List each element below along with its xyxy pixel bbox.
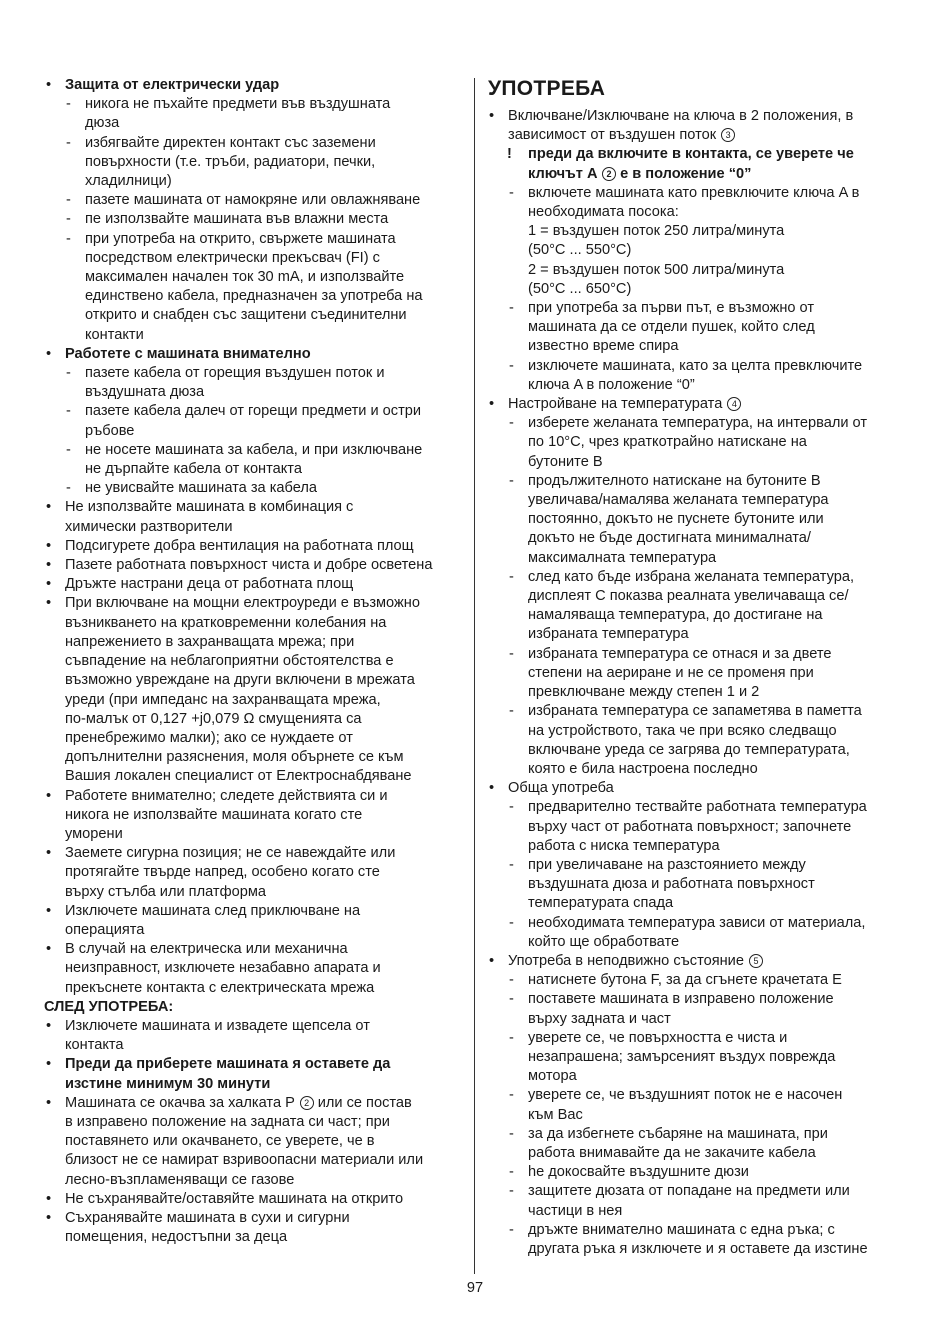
item-text: за да избегнете събаряне на машината, при работа внимавайте да не закачите кабела (528, 1125, 828, 1161)
dash-marker: - (509, 703, 514, 720)
bullet-marker: • (46, 1056, 52, 1073)
item-text: При включване на мощни електроуреди е възможно възникването на кратковременни колебания на напрежението в захранващата мрежа; при съвпадение на неблагоприятни обстоятелства е възможно увреждане на други включени в мрежата уреди (при импеданс на захранващата мрежа, по-малък от 0,127 +j0,079 Ω смущенията са пренебрежимо малки); ако се нуждаете от допълнителни разяснения, моля обърнете се към Вашия локален специалист от Електроснабдяване (65, 595, 420, 785)
list-item (44, 940, 464, 998)
item-text: при употреба на открито, свържете машината посредством електрически прекъсвач (FI) с максимален начален ток 30 mA, и използвайте единствено кабела, предназначен за употреба на открито и снабден със защитени съединителни контакти (85, 230, 423, 343)
item-text: пе използвайте машината във влажни места (85, 211, 389, 228)
item-text: предварително тествайте работната температура върху част от работната повърхност; започнете работа с ниска температура (528, 799, 867, 854)
item-text: Работете с машината внимателно (65, 345, 311, 362)
dash-marker: - (66, 134, 71, 151)
item-text: включете машината като превключите ключа A в необходимата посока: 1 = въздушен поток 250 литра/минута (50°C ... 550°C) 2 = въздушен поток 500 литра/минута (50°C ... 650°C) (528, 184, 860, 297)
item-text: Не използвайте машината в комбинация с химически разтворители (65, 499, 354, 535)
item-text: Употреба в неподвижно състояние (508, 952, 744, 969)
sub-list-item (487, 472, 907, 568)
sub-list-item (44, 230, 464, 345)
item-text: уверете се, че повърхността е чиста и незапрашена; замърсеният въздух поврежда мотора (528, 1029, 836, 1085)
item-text: не носете машината за кабела, и при изключване не дърпайте кабела от контакта (85, 441, 423, 478)
dash-marker: - (509, 415, 514, 432)
bullet-marker: • (46, 1017, 52, 1034)
bullet-marker: • (46, 77, 52, 93)
list-item (487, 395, 907, 414)
list-item (44, 1017, 464, 1055)
dash-marker: - (509, 1087, 514, 1104)
item-text: натиснете бутона F, за да сгънете крачетата E (528, 972, 842, 989)
dash-marker: - (509, 357, 514, 374)
dash-marker: - (66, 403, 71, 420)
bullet-marker: • (489, 952, 495, 969)
section-heading-usage: УПОТРЕБА (488, 77, 606, 100)
list-item (487, 779, 907, 798)
dash-marker: - (509, 1125, 514, 1142)
item-text: пазете кабела далеч от горещи предмети и остри ръбове (85, 403, 422, 439)
item-text: при увеличаване на разстоянието между въздушната дюза и работната повърхност температурата спада (528, 856, 815, 912)
item-text: Подсигурете добра вентилация на работната площ (65, 537, 414, 554)
bullet-marker: • (46, 1190, 52, 1207)
bullet-marker: • (46, 595, 52, 612)
item-text: никога не пъхайте предмети във въздушната дюза (85, 96, 391, 132)
sub-list-item (487, 856, 907, 914)
list-item (44, 1055, 464, 1093)
item-text: избягвайте директен контакт със заземени повърхности (т.е. тръби, радиатори, печки, хладилници) (85, 134, 376, 190)
exclamation-icon: ! (507, 146, 512, 163)
dash-marker: - (509, 991, 514, 1008)
sub-list-item (487, 357, 907, 395)
figure-reference-badge: 4 (727, 397, 741, 411)
item-text: изберете желаната температура, на интервали от по 10°C, чрез краткотрайно натискане на бутоните B (528, 415, 868, 470)
bullet-marker: • (46, 1094, 52, 1111)
item-text: Пазете работната повърхност чиста и добре осветена (65, 557, 433, 574)
item-text: пазете машината от намокряне или овлажняване (85, 192, 421, 209)
item-text: Настройване на температурата (508, 396, 723, 413)
item-text: Включване/Изключване на ключа в 2 положения, в зависимост от въздушен поток (508, 108, 854, 144)
item-text: Обща употреба (508, 780, 614, 797)
sub-list-item (487, 299, 907, 357)
sub-list-item (487, 1125, 907, 1163)
item-text: преди да включите в контакта, се уверете че ключът A (528, 146, 854, 182)
item-text: избраната температура се отнася и за двете степени на аериране и не се променя при превключване между степен 1 и 2 (528, 645, 832, 701)
bullet-marker: • (46, 499, 52, 516)
item-text: при употреба за първи път, е възможно от машината да се отдели пушек, който след известно време спира (528, 300, 815, 355)
item-text-continued: е в положение “0” (616, 165, 752, 182)
item-text: В случай на електрическа или механична неизправност, изключете незабавно апарата и прекъснете контакта с електрическата мрежа (65, 941, 381, 996)
list-item (44, 844, 464, 902)
bullet-marker: • (46, 902, 52, 919)
sub-list-item (487, 414, 907, 472)
column-divider (474, 78, 475, 1274)
right-column (487, 76, 907, 1259)
item-text-continued: или се постав в изправено положение на задната си част; при поставянето или окачването, се уверете, че в близост не се намират взривоопасни материали или лесно-възпламеняващи се газове (65, 1094, 424, 1188)
sub-list-item (487, 1086, 907, 1124)
bullet-marker: • (46, 787, 52, 804)
sub-list-item (487, 798, 907, 856)
warning-item (487, 145, 907, 183)
dash-marker: - (509, 1183, 514, 1200)
item-text: защитете дюзата от попадане на предмети или частици в нея (528, 1183, 850, 1219)
item-text: дръжте внимателно машината с една ръка; с другата ръка я изключете и я оставете да изстине (528, 1221, 868, 1257)
sub-list-item (487, 914, 907, 952)
list-item (44, 1190, 464, 1209)
usage-list (487, 107, 907, 1259)
list-item (44, 902, 464, 940)
bullet-marker: • (489, 780, 495, 797)
sub-list-item (44, 402, 464, 440)
list-item (44, 594, 464, 786)
list-item (44, 498, 464, 536)
item-text: Машината се окачва за халката P (65, 1094, 295, 1111)
bullet-marker: • (46, 576, 52, 593)
item-text: не увисвайте машината за кабела (85, 480, 317, 497)
sub-list-item (487, 1221, 907, 1259)
item-text: Изключете машината след приключване на операцията (65, 902, 361, 938)
list-item (44, 345, 464, 364)
item-text: изключете машината, като за целта превключите ключа A в положение “0” (528, 357, 863, 393)
dash-marker: - (509, 914, 514, 931)
list-item (487, 107, 907, 145)
list-item (44, 575, 464, 594)
item-text: he докосвайте въздушните дюзи (528, 1164, 749, 1181)
sub-list-item (44, 191, 464, 210)
figure-reference-badge: 2 (300, 1096, 314, 1110)
section-heading: СЛЕД УПОТРЕБА: (44, 998, 174, 1015)
dash-marker: - (66, 365, 71, 382)
list-item (44, 537, 464, 556)
dash-marker: - (509, 1221, 514, 1238)
dash-marker: - (509, 184, 514, 201)
page-number: 97 (466, 1280, 484, 1296)
sub-list-item (487, 990, 907, 1028)
figure-reference-badge: 2 (602, 167, 616, 181)
sub-list-item (44, 95, 464, 133)
bullet-marker: • (46, 1209, 52, 1226)
list-item (44, 787, 464, 845)
dash-marker: - (66, 96, 71, 113)
figure-reference-badge: 3 (721, 128, 735, 142)
item-text: Заемете сигурна позиция; не се навеждайте или протягайте твърде напред, особено когато сте върху стълба или платформа (65, 845, 396, 900)
left-column (44, 76, 464, 1247)
item-text: пазете кабела от горещия въздушен поток и въздушната дюза (85, 365, 385, 401)
bullet-marker: • (46, 557, 52, 574)
dash-marker: - (509, 1164, 514, 1181)
bullet-marker: • (46, 345, 52, 362)
item-text: Съхранявайте машината в сухи и сигурни помещения, недостъпни за деца (65, 1209, 350, 1246)
item-text: Изключете машината и извадете щепсела от контакта (65, 1017, 370, 1054)
figure-reference-badge: 5 (749, 954, 763, 968)
list-item (44, 1209, 464, 1247)
bullet-marker: • (46, 941, 52, 958)
list-item (44, 556, 464, 575)
item-text: поставете машината в изправено положение върху задната и част (528, 991, 834, 1027)
sub-list-item (487, 568, 907, 645)
sub-list-item (44, 364, 464, 402)
sub-list-item (487, 1029, 907, 1087)
dash-marker: - (509, 472, 514, 489)
sub-list-item (487, 702, 907, 779)
item-text: Преди да приберете машината я оставете да изстине минимум 30 минути (65, 1056, 391, 1092)
sub-list-item (44, 441, 464, 479)
bullet-marker: • (489, 396, 495, 413)
item-text: продължителното натискане на бутоните B увеличава/намалява желаната температура постоянно, докъто не пуснете бутоните или докъто не бъде достигната минималната/ максималната температура (528, 472, 829, 566)
item-text: Работете внимателно; следете действията си и никога не използвайте машината когато сте уморени (65, 787, 388, 842)
list-item (44, 1094, 464, 1190)
item-text: Дръжте настрани деца от работната площ (65, 576, 354, 593)
sub-list-item (487, 971, 907, 990)
dash-marker: - (509, 856, 514, 873)
list-item (487, 952, 907, 971)
item-text: необходимата температура зависи от материала, който ще обработвате (528, 914, 866, 950)
bullet-marker: • (46, 537, 52, 554)
dash-marker: - (509, 1029, 514, 1046)
dash-marker: - (509, 972, 514, 989)
item-text: Защита от електрически удар (65, 77, 280, 93)
dash-marker: - (66, 480, 71, 497)
dash-marker: - (509, 645, 514, 662)
item-text: избраната температура се запаметява в паметта на устройството, така че при всяко следващо включване уреда се загрява до температурата, която е била настроена последно (528, 703, 862, 777)
dash-marker: - (509, 799, 514, 816)
bullet-marker: • (489, 108, 495, 124)
dash-marker: - (66, 211, 71, 228)
dash-marker: - (66, 441, 71, 458)
sub-list-item (487, 645, 907, 703)
dash-marker: - (509, 300, 514, 317)
dash-marker: - (66, 192, 71, 209)
list-item (44, 76, 464, 95)
item-text: уверете се, че въздушният поток не е насочен към Вас (528, 1087, 843, 1123)
item-text: Не съхранявайте/оставяйте машината на открито (65, 1190, 404, 1207)
sub-list-item (487, 184, 907, 299)
sub-list-item (44, 479, 464, 498)
dash-marker: - (66, 230, 71, 247)
bullet-marker: • (46, 845, 52, 862)
sub-list-item (487, 1163, 907, 1182)
item-text: след като бъде избрана желаната температура, дисплеят C показва реалната увеличаваща се/ намаляваща температура, до достигане на избраната температура (528, 568, 854, 643)
sub-list-item (44, 210, 464, 229)
dash-marker: - (509, 568, 514, 585)
sub-list-item (487, 1182, 907, 1220)
sub-list-item (44, 134, 464, 192)
